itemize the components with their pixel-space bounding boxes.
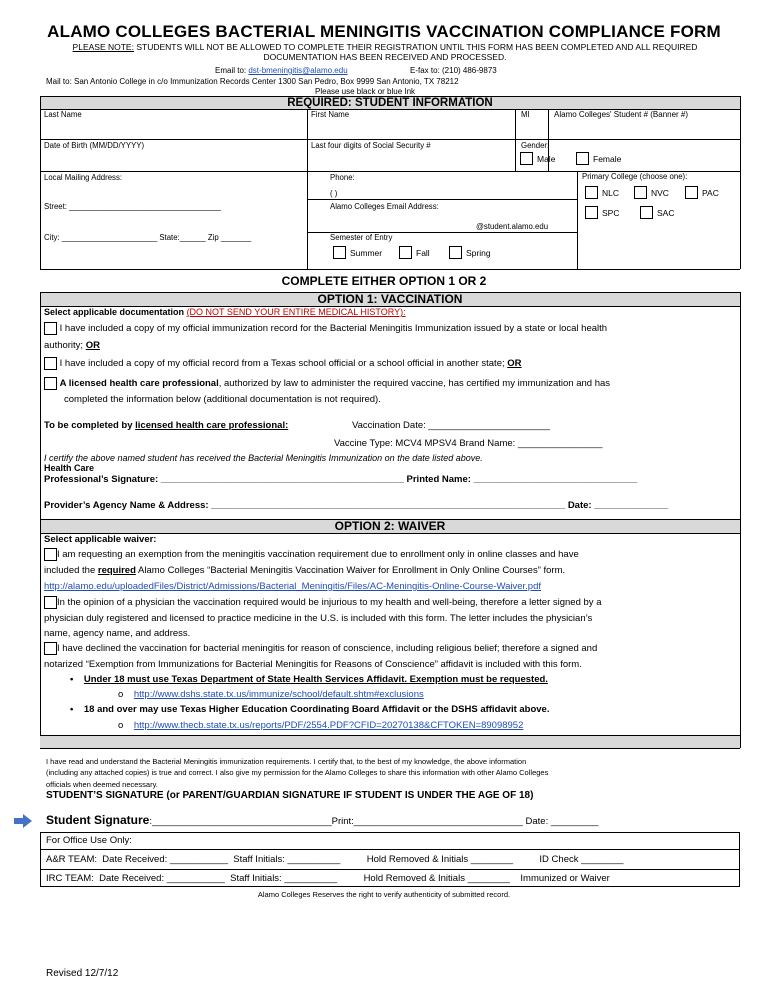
gender-female-option[interactable] — [576, 152, 621, 165]
option1-item2-checkbox[interactable] — [44, 357, 57, 370]
option1-item1-checkbox[interactable] — [44, 322, 57, 335]
gender-label: Gender: — [521, 141, 550, 150]
complete-either-heading: COMPLETE EITHER OPTION 1 OR 2 — [281, 274, 487, 288]
item2-text: I have included a copy of my official record from a Texas school official or a school official in another state; — [57, 358, 508, 370]
pac-checkbox[interactable] — [685, 186, 698, 199]
spc-label: SPC — [602, 207, 620, 218]
email-line — [215, 66, 348, 75]
item1-text-cont: authority; — [44, 340, 86, 351]
select-waiver-label: Select applicable waiver: — [44, 534, 157, 545]
spc-option[interactable] — [585, 206, 619, 219]
sac-label: SAC — [657, 207, 675, 218]
email-domain: @student.alamo.edu — [476, 222, 549, 231]
certify-statement: I certify the above named student has received the Bacterial Meningitis Immunization on the date listed above. — [44, 453, 483, 463]
student-number-label: Alamo Colleges' Student # (Banner #) — [554, 110, 689, 119]
note-prefix: PLEASE NOTE: — [72, 42, 134, 52]
fall-checkbox[interactable] — [399, 246, 412, 259]
registration-note — [40, 42, 730, 62]
revised-date: Revised 12/7/12 — [46, 968, 119, 979]
item3-bold: A licensed health care professional — [59, 378, 219, 390]
ar-team-row[interactable]: A&R TEAM: Date Received: ___________ Staff Initials: __________ Hold Removed & Initials ________ ID Check ________ — [46, 854, 624, 865]
to-be-completed-label: To be completed by — [44, 420, 136, 431]
mail-line: Mail to: San Antonio College in c/o Immunization Records Center 1300 San Pedro, Box 9999 San Antonio, TX 78212 — [46, 77, 459, 86]
option2-bottom-band — [40, 735, 740, 749]
female-label: Female — [593, 153, 622, 164]
email-label: Email to: — [215, 66, 247, 75]
waiver2-text: In the opinion of a physician the vaccination required would be injurious to my health and well-being, therefore a letter signed by a — [57, 597, 602, 609]
student-signature-label: Student Signature — [46, 813, 150, 827]
thecb-link-line — [118, 719, 523, 732]
waiver-item2 — [44, 596, 601, 609]
student-signature-line[interactable] — [46, 812, 598, 830]
select-doc-label: Select applicable documentation — [44, 307, 185, 317]
item1-text: I have included a copy of my official immunization record for the Bacterial Meningitis Immunization issued by a state or local health — [57, 323, 608, 335]
waiver1-pre: included the — [44, 565, 98, 576]
student-signature-field[interactable]: :__________________________________Print:________________________________ Date: _________ — [149, 816, 599, 827]
note-text: STUDENTS WILL NOT BE ALLOWED TO COMPLETE THEIR REGISTRATION UNTIL THIS FORM HAS BEEN COMPLETED AND ALL REQUIRED DOCUMENTATION HAS BEEN RECEIVED AND PROCESSED. — [133, 42, 698, 62]
first-name-label: First Name — [311, 110, 350, 119]
option1-item3-cont: completed the information below (additional documentation is not required). — [64, 394, 381, 405]
primary-college-label: Primary College (choose one): — [582, 172, 688, 181]
nlc-label: NLC — [602, 187, 620, 198]
male-label: Male — [537, 153, 556, 164]
sub-bullet-icon: o — [118, 689, 134, 700]
signature-heading: STUDENT’S SIGNATURE (or PARENT/GUARDIAN SIGNATURE IF STUDENT IS UNDER THE AGE OF 18) — [46, 790, 534, 801]
item3-text: , authorized by law to administer the required vaccine, has certified my immunization and has — [218, 378, 611, 390]
dshs-link[interactable]: http://www.dshs.state.tx.us/immunize/school/default.shtm#exclusions — [133, 689, 424, 700]
health-care-label: Health Care — [44, 463, 95, 473]
select-doc-line — [44, 306, 406, 318]
spc-checkbox[interactable] — [585, 206, 598, 219]
bullet-under-18 — [70, 673, 548, 686]
dob-label: Date of Birth (MM/DD/YYYY) — [44, 141, 145, 150]
attest-line1: I have read and understand the Bacterial Meningitis immunization requirements. I certify that, to the best of my knowledge, the above information — [46, 757, 527, 766]
city-state-zip-field[interactable]: City: ______________________ State:______ Zip _______ — [44, 233, 252, 242]
summer-option[interactable] — [333, 246, 382, 259]
option1-heading: OPTION 1: VACCINATION — [40, 292, 740, 307]
waiver1-checkbox[interactable] — [44, 548, 57, 561]
sac-checkbox[interactable] — [640, 206, 653, 219]
fall-option[interactable] — [399, 246, 430, 259]
vaccination-date-field[interactable]: Vaccination Date: _______________________ — [352, 420, 550, 431]
female-checkbox[interactable] — [576, 152, 589, 165]
option1-item1-cont — [44, 340, 100, 352]
licensed-professional: licensed health care professional: — [135, 420, 289, 431]
option1-item2 — [44, 357, 522, 370]
bullet-18-over — [70, 703, 549, 716]
pac-option[interactable] — [685, 186, 719, 199]
bullet-icon: • — [70, 674, 84, 685]
waiver1-required: required — [97, 565, 136, 576]
ssn-label: Last four digits of Social Security # — [311, 141, 431, 150]
waiver3-checkbox[interactable] — [44, 642, 57, 655]
waiver-item1-cont — [44, 564, 565, 577]
nvc-option[interactable] — [634, 186, 669, 199]
student-info-heading: REQUIRED: STUDENT INFORMATION — [40, 96, 740, 110]
waiver2-checkbox[interactable] — [44, 596, 57, 609]
waiver-item2-cont1: physician duly registered and licensed to practice medicine in the U.S. is included with this form. The letter includes the physician’s — [44, 613, 593, 624]
option1-item3 — [44, 377, 610, 390]
summer-checkbox[interactable] — [333, 246, 346, 259]
office-use-heading: For Office Use Only: — [46, 835, 132, 846]
option2-heading: OPTION 2: WAIVER — [40, 519, 740, 534]
online-waiver-link[interactable]: http://alamo.edu/uploadedFiles/District/Admissions/Bacterial_Meningitis/Files/AC-Meningitis-Online-Course-Waiver.pdf — [44, 581, 542, 592]
do-not-send-warning: (DO NOT SEND YOUR ENTIRE MEDICAL HISTORY): — [186, 307, 406, 317]
last-name-label: Last Name — [44, 110, 82, 119]
nlc-option[interactable] — [585, 186, 619, 199]
attest-line3: officials when deemed necessary. — [46, 780, 158, 789]
gender-male-option[interactable] — [520, 152, 555, 165]
sac-option[interactable] — [640, 206, 674, 219]
spring-label: Spring — [466, 247, 491, 258]
reserves-note: Alamo Colleges Reserves the right to verify authenticity of submitted record. — [257, 890, 511, 899]
option1-item1 — [44, 322, 607, 335]
sub-bullet-icon-2: o — [118, 720, 134, 731]
semester-label: Semester of Entry — [330, 233, 393, 242]
mi-label: MI — [521, 110, 530, 119]
street-field[interactable]: Street: ___________________________________ — [44, 202, 221, 211]
pac-label: PAC — [702, 187, 719, 198]
or-2: OR — [507, 358, 522, 370]
mailing-address-label: Local Mailing Address: — [44, 173, 123, 182]
arrow-right-icon — [14, 814, 32, 828]
waiver-item3 — [44, 642, 597, 655]
fall-label: Fall — [416, 247, 430, 258]
nvc-label: NVC — [651, 187, 669, 198]
spring-option[interactable] — [449, 246, 491, 259]
provider-agency-field[interactable]: Provider’s Agency Name & Address: ___________________________________________________________________ Date: ______________ — [44, 500, 669, 511]
phone-field[interactable]: ( ) — [330, 189, 338, 198]
over-18-text: 18 and over may use Texas Higher Education Coordinating Board Affidavit or the DSHS affidavit above. — [83, 704, 550, 715]
or-1: OR — [85, 340, 100, 351]
ink-note: Please use black or blue Ink — [315, 87, 416, 96]
irc-team-row[interactable]: IRC TEAM: Date Received: ___________ Staff Initials: __________ Hold Removed & Initials ________ Immunized or Waiver — [46, 873, 610, 884]
under-18-text: Under 18 must use Texas Department of State Health Services Affidavit. Exemption must be requested. — [83, 674, 548, 685]
waiver-item1 — [44, 548, 579, 561]
waiver1-text: I am requesting an exemption from the meningitis vaccination requirement due to enrollment only in online classes and have — [57, 549, 579, 561]
male-checkbox[interactable] — [520, 152, 533, 165]
vaccine-type-field[interactable]: Vaccine Type: MCV4 MPSV4 Brand Name: ________________ — [334, 438, 603, 449]
efax-line: E-fax to: (210) 486-9873 — [410, 66, 497, 75]
waiver3-text: I have declined the vaccination for bacterial meningitis for reason of conscience, including religious belief; therefore a signed and — [57, 643, 598, 655]
to-be-completed-line — [44, 420, 288, 432]
phone-label: Phone: — [330, 173, 355, 182]
nlc-checkbox[interactable] — [585, 186, 598, 199]
form-title: ALAMO COLLEGES BACTERIAL MENINGITIS VACCINATION COMPLIANCE FORM — [47, 22, 721, 41]
attest-line2: (including any attached copies) is true and correct. I also give my permission for the Alamo Colleges to share this information with other Alamo Colleges — [46, 768, 549, 777]
option1-item3-checkbox[interactable] — [44, 377, 57, 390]
waiver-item2-cont2: name, agency name, and address. — [44, 628, 191, 639]
nvc-checkbox[interactable] — [634, 186, 647, 199]
dshs-link-line — [118, 688, 424, 701]
email-link[interactable]: dst-bmeningitis@alamo.edu — [248, 66, 348, 75]
thecb-link[interactable]: http://www.thecb.state.tx.us/reports/PDF/2554.PDF?CFID=20270138&CFTOKEN=89098952 — [133, 720, 524, 731]
bullet-icon-2: • — [70, 704, 84, 715]
waiver-item3-cont: notarized “Exemption from Immunizations for Bacterial Meningitis for Reasons of Conscience” affidavit is included with this form. — [44, 659, 582, 670]
alamo-email-label: Alamo Colleges Email Address: — [330, 202, 439, 211]
professional-signature-field[interactable]: Professional’s Signature: ______________________________________________ Printed Name: _______________________________ — [44, 474, 638, 485]
summer-label: Summer — [350, 247, 383, 258]
waiver1-post: Alamo Colleges “Bacterial Meningitis Vaccination Waiver for Enrollment in Only Online Courses” form. — [135, 565, 566, 576]
spring-checkbox[interactable] — [449, 246, 462, 259]
